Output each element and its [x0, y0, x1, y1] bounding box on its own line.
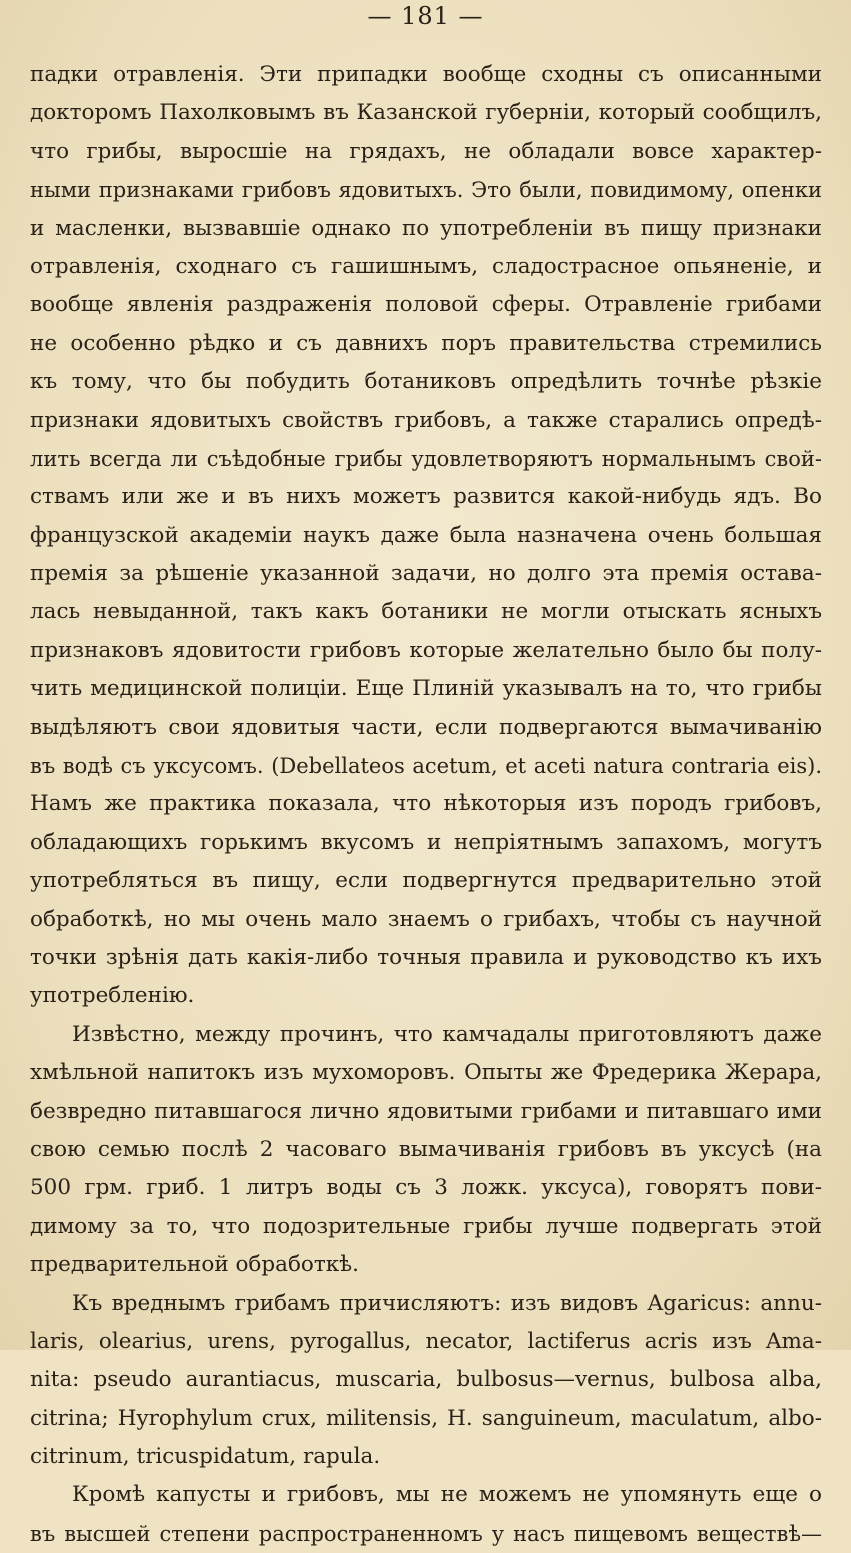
text-line: Намъ же практика показала, что нѣкоторыя изъ породъ грибовъ, — [30, 791, 822, 817]
text-line: точки зрѣнія дать какія-либо точныя правила и руководство къ ихъ — [30, 944, 822, 970]
text-line: падки отравленія. Эти припадки вообще сходны съ описанными — [30, 62, 822, 87]
text-line: и масленки, вызвавшіе однако по употребленіи въ пищу признаки — [30, 215, 822, 241]
paragraph-start-line: Къ вреднымъ грибамъ причисляютъ: изъ видовъ Agaricus: annu- — [72, 1290, 822, 1316]
text-line: отравленія, сходнаго съ гашишнымъ, сладострасное опьяненіе, и — [30, 253, 822, 279]
text-line: laris, olearius, urens, pyrogallus, necator, lactiferus acris изъ Ama- — [30, 1328, 822, 1354]
paragraph-start-line: Кромѣ капусты и грибовъ, мы не можемъ не упомянуть еще о — [72, 1482, 822, 1508]
text-line: употребляться въ пищу, если подвергнутся предварительно этой — [30, 868, 822, 894]
text-line: обработкѣ, но мы очень мало знаемъ о грибахъ, чтобы съ научной — [30, 906, 822, 932]
text-line: выдѣляютъ свои ядовитыя части, если подвергаются вымачиванію — [30, 714, 822, 740]
text-line: докторомъ Пахолковымъ въ Казанской губерніи, который сообщилъ, — [30, 100, 822, 126]
text-line: чить медицинской полиціи. Еще Плиній указывалъ на то, что грибы — [30, 676, 822, 702]
text-line: citrinum, tricuspidatum, rapula. — [30, 1444, 381, 1470]
text-line: лась невыданной, такъ какъ ботаники не могли отыскать ясныхъ — [30, 599, 822, 625]
paragraph-start-line: Извѣстно, между прочинъ, что камчадалы приготовляютъ даже — [72, 1021, 822, 1047]
text-line: лить всегда ли съѣдобные грибы удовлетворяютъ нормальнымъ свой- — [30, 446, 822, 471]
text-line: димому за то, что подозрительные грибы лучше подвергать этой — [30, 1213, 822, 1239]
text-line: вообще явленія раздраженія половой сферы. Отравленіе грибами — [30, 292, 822, 318]
text-line: французской академіи наукъ даже была назначена очень большая — [30, 522, 822, 548]
text-line: премія за рѣшеніе указанной задачи, но долго эта премія остава- — [30, 561, 822, 587]
text-line: къ тому, что бы побудить ботаниковъ опредѣлить точнѣе рѣзкіе — [30, 369, 822, 395]
text-line: не особенно рѣдко и съ давнихъ поръ правительства стремились — [30, 330, 822, 356]
text-line: nita: pseudo aurantiacus, muscaria, bulbosus—vernus, bulbosa alba, — [30, 1367, 822, 1393]
body-text — [30, 56, 822, 1553]
text-line: хмѣльной напитокъ изъ мухоморовъ. Опыты же Фредерика Жерара, — [30, 1060, 822, 1086]
page-number: — 181 — — [367, 2, 484, 30]
text-line: обладающихъ горькимъ вкусомъ и непріятнымъ запахомъ, могутъ — [30, 829, 822, 855]
text-line: признаковъ ядовитости грибовъ которые желательно было бы полу- — [30, 637, 822, 663]
text-line: 500 грм. гриб. 1 литръ воды съ 3 ложк. уксуса), говорятъ пови- — [30, 1175, 822, 1201]
text-line: безвредно питавшагося лично ядовитыми грибами и питавшаго ими — [30, 1098, 822, 1124]
text-line: citrina; Hyrophylum crux, militensis, H. sanguineum, maculatum, albo- — [30, 1405, 822, 1431]
text-line: употребленію. — [30, 983, 195, 1009]
text-line: ствамъ или же и въ нихъ можетъ развится какой-нибудь ядъ. Во — [30, 484, 822, 510]
text-line: въ высшей степени распространенномъ у насъ пищевомъ веществѣ— — [30, 1521, 822, 1546]
text-line: ными признаками грибовъ ядовитыхъ. Это были, повидимому, опенки — [30, 178, 822, 203]
text-line: что грибы, выросшіе на грядахъ, не обладали вовсе характер- — [30, 138, 822, 164]
text-line: свою семью послѣ 2 часоваго вымачиванія грибовъ въ уксусѣ (на — [30, 1136, 822, 1162]
text-line: предварительной обработкѣ. — [30, 1252, 359, 1278]
text-line: въ водѣ съ уксусомъ. (Debellateos acetum, et aceti natura contraria eis). — [30, 754, 822, 779]
text-line: признаки ядовитыхъ свойствъ грибовъ, а также старались опредѣ- — [30, 407, 822, 433]
